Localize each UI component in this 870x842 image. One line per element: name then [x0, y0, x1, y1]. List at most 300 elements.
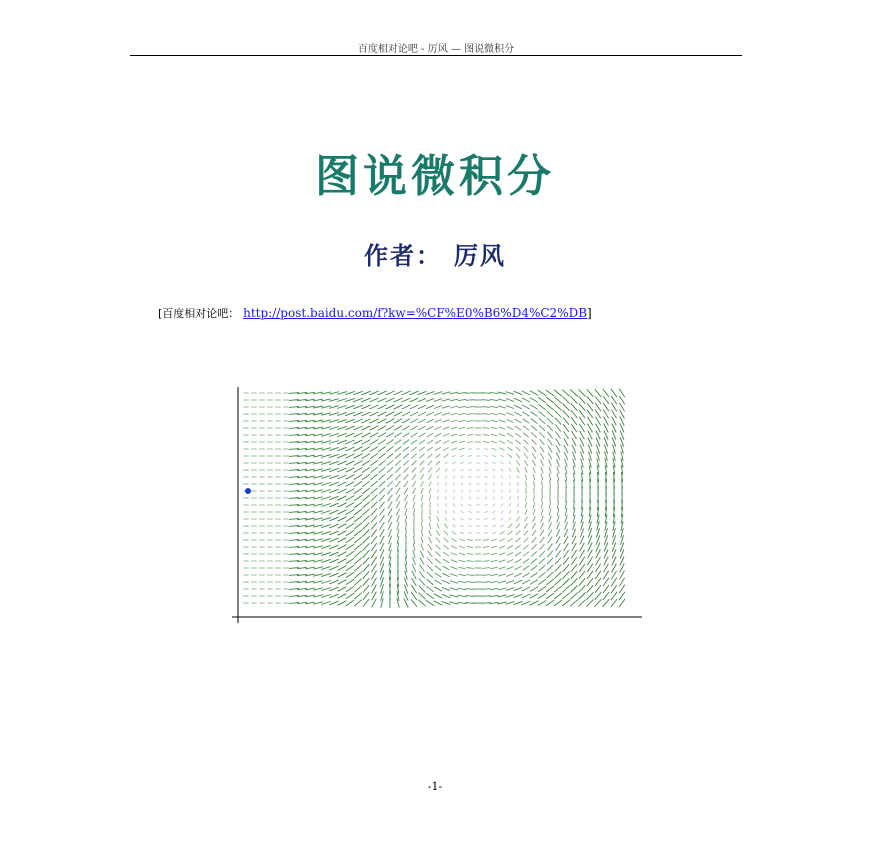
vector-arrow: [354, 586, 361, 593]
vector-arrow: [442, 413, 450, 416]
vector-arrow: [444, 454, 449, 457]
vector-arrow: [483, 554, 490, 555]
vector-arrow: [338, 552, 347, 557]
vector-arrow: [515, 552, 521, 556]
vector-arrow: [459, 546, 465, 548]
vector-arrow: [538, 397, 546, 402]
vector-arrow: [338, 496, 347, 500]
vector-arrow: [462, 496, 463, 499]
vector-arrow: [516, 447, 521, 451]
vector-arrow: [531, 544, 536, 549]
vector-arrow: [346, 537, 354, 542]
vector-arrow: [547, 418, 553, 424]
vector-arrow: [492, 525, 495, 527]
source-link[interactable]: http://post.baidu.com/f?kw=%CF%E0%B6%D4%C2%DB: [243, 306, 588, 320]
vector-arrow: [541, 460, 544, 466]
vector-arrow: [522, 412, 529, 416]
vector-arrow: [387, 446, 394, 451]
vector-arrow: [420, 461, 425, 466]
vector-arrow: [565, 466, 567, 474]
vector-arrow: [469, 504, 472, 506]
vector-arrow: [410, 426, 417, 430]
vector-arrow: [419, 572, 424, 579]
vector-arrow: [434, 399, 442, 402]
running-header: 百度相对论吧 - 厉风 — 图说微积分: [357, 44, 515, 55]
vector-arrow: [461, 504, 463, 507]
vector-arrow: [515, 426, 521, 430]
vector-arrow: [387, 474, 393, 480]
vector-arrow: [378, 426, 387, 431]
vector-arrow: [499, 553, 505, 555]
vector-arrow: [484, 463, 488, 464]
vector-arrow: [346, 586, 354, 592]
vector-arrow: [362, 474, 370, 479]
vector-arrow: [532, 530, 536, 536]
vector-arrow: [403, 454, 409, 459]
vector-arrow: [363, 592, 369, 600]
vector-arrow: [466, 393, 475, 394]
vector-arrow: [498, 413, 505, 415]
vector-arrow: [404, 488, 408, 494]
vector-arrow: [427, 440, 433, 444]
vector-arrow: [564, 431, 569, 439]
vector-arrow: [346, 544, 354, 550]
vector-arrow: [565, 459, 568, 467]
vector-arrow: [413, 509, 414, 516]
vector-arrow: [554, 600, 562, 606]
vector-arrow: [611, 396, 617, 404]
vector-arrow: [469, 476, 472, 477]
vector-arrow: [492, 532, 496, 533]
vector-arrow: [442, 392, 451, 394]
vector-arrow: [459, 427, 466, 429]
vector-arrow: [461, 518, 464, 520]
vector-arrow: [514, 580, 522, 584]
vector-arrow: [363, 536, 370, 543]
vector-arrow: [556, 452, 559, 459]
vector-arrow: [338, 489, 347, 493]
vector-arrow: [498, 581, 506, 583]
vector-arrow: [482, 596, 491, 597]
vector-arrow: [534, 495, 535, 501]
vector-arrow: [506, 406, 514, 409]
vector-arrow: [362, 495, 369, 501]
start-point-marker: [245, 488, 251, 494]
vector-arrow: [371, 488, 378, 494]
vector-arrow: [564, 438, 568, 446]
vector-arrow: [499, 539, 504, 542]
vector-arrow: [378, 446, 386, 451]
vector-arrow: [388, 502, 392, 509]
vector-arrow: [523, 552, 529, 557]
vector-arrow: [548, 446, 552, 453]
vector-arrow: [491, 560, 498, 562]
vector-arrow: [516, 524, 520, 529]
vector-arrow: [346, 496, 355, 501]
vector-arrow: [562, 593, 570, 599]
vector-arrow: [354, 461, 363, 466]
vector-arrow: [429, 495, 430, 501]
vector-arrow: [443, 447, 448, 450]
vector-arrow: [490, 406, 498, 407]
vector-arrow: [468, 526, 472, 527]
vector-arrow: [413, 550, 415, 558]
vector-arrow: [394, 412, 402, 416]
vector-arrow: [540, 439, 545, 445]
vector-arrow: [386, 398, 395, 402]
vector-arrow: [436, 461, 440, 465]
vector-arrow: [485, 497, 487, 500]
vector-arrow: [362, 433, 371, 438]
vector-arrow: [540, 523, 543, 529]
vector-arrow: [418, 419, 425, 423]
vector-arrow: [468, 511, 471, 512]
vector-arrow: [354, 509, 362, 515]
vector-arrow: [354, 468, 363, 473]
vector-arrow: [395, 467, 400, 473]
vector-arrow: [490, 567, 497, 569]
vector-arrow: [501, 462, 504, 464]
vector-arrow: [493, 483, 495, 486]
vector-arrow: [526, 495, 527, 501]
vector-arrow: [421, 502, 422, 508]
vector-arrow: [493, 511, 496, 513]
vector-arrow: [538, 390, 546, 395]
vector-arrow: [501, 476, 503, 479]
vector-arrow: [467, 561, 474, 562]
vector-arrow: [354, 544, 362, 550]
vector-arrow: [435, 440, 441, 443]
vector-arrow: [506, 574, 514, 577]
vector-arrow: [371, 536, 377, 544]
vector-arrow: [514, 594, 523, 597]
vector-arrow: [531, 425, 537, 430]
vector-arrow: [564, 543, 569, 551]
vector-arrow: [484, 533, 488, 534]
vector-arrow: [523, 559, 529, 564]
vector-arrow: [468, 533, 472, 534]
vector-arrow: [338, 587, 347, 592]
vector-arrow: [538, 579, 546, 584]
vector-arrow: [603, 592, 609, 600]
vector-arrow: [414, 529, 415, 536]
vector-arrow: [509, 475, 511, 478]
vector-arrow: [501, 482, 502, 485]
vector-arrow: [338, 524, 347, 529]
vector-arrow: [500, 532, 505, 535]
vector-arrow: [595, 585, 601, 593]
vector-arrow: [446, 503, 447, 507]
vector-arrow: [595, 564, 600, 572]
vector-arrow: [508, 531, 513, 535]
vector-arrow: [525, 509, 527, 515]
vector-arrow: [554, 404, 561, 411]
vector-arrow: [413, 536, 414, 544]
vector-arrow: [563, 571, 570, 578]
vector-arrow: [387, 467, 393, 473]
vector-arrow: [388, 522, 392, 530]
vector-arrow: [426, 391, 435, 394]
vector-arrow: [549, 473, 551, 480]
vector-arrow: [412, 481, 416, 487]
vector-arrow: [501, 525, 504, 527]
vector-arrow: [571, 571, 577, 579]
vector-arrow: [492, 455, 496, 457]
vector-arrow: [603, 585, 609, 593]
vector-arrow: [443, 427, 450, 430]
vector-arrow: [557, 515, 559, 523]
vector-arrow: [532, 439, 537, 444]
vector-arrow: [346, 530, 354, 535]
vector-arrow: [454, 489, 455, 492]
vector-arrow: [490, 595, 499, 596]
vector-arrow: [442, 580, 450, 583]
vector-arrow: [452, 455, 455, 457]
vector-arrow: [379, 474, 385, 480]
vector-arrow: [533, 502, 534, 508]
vector-arrow: [404, 495, 407, 501]
vector-arrow: [509, 503, 510, 506]
vector-arrow: [403, 460, 408, 465]
vector-arrow: [362, 509, 369, 515]
vector-arrow: [450, 581, 458, 584]
vector-arrow: [436, 530, 439, 535]
vector-arrow: [451, 538, 456, 541]
vector-arrow: [522, 405, 530, 409]
vector-arrow: [547, 411, 554, 417]
vector-arrow: [378, 453, 385, 458]
vector-arrow: [363, 550, 370, 557]
vector-arrow: [548, 453, 552, 460]
vector-arrow: [346, 509, 355, 514]
vector-arrow: [494, 496, 495, 499]
vector-arrow: [550, 480, 551, 487]
vector-arrow: [468, 456, 472, 457]
vector-arrow: [395, 447, 402, 452]
vector-arrow: [530, 391, 538, 396]
vector-arrow: [579, 585, 586, 592]
header-divider: [130, 55, 742, 56]
vector-arrow: [571, 578, 578, 585]
vector-arrow: [565, 501, 566, 509]
vector-arrow: [442, 601, 451, 604]
vector-arrow: [437, 482, 439, 485]
vector-arrow: [579, 396, 586, 403]
vector-arrow: [515, 545, 521, 549]
vector-arrow: [530, 580, 538, 585]
vector-arrow: [421, 544, 424, 551]
vector-arrow: [460, 525, 463, 527]
vector-arrow: [603, 396, 609, 404]
vector-arrow: [444, 538, 449, 542]
vector-arrow: [346, 523, 354, 528]
vector-arrow: [466, 589, 475, 590]
vector-field-figure: [228, 383, 644, 626]
vector-arrow: [394, 426, 402, 431]
vector-arrow: [419, 447, 425, 451]
vector-arrow: [466, 582, 474, 583]
vector-arrow: [546, 397, 554, 403]
vector-arrow: [338, 580, 347, 585]
vector-arrow: [428, 468, 432, 473]
vector-arrow: [531, 432, 537, 437]
vector-arrow: [459, 560, 466, 562]
vector-arrow: [556, 445, 560, 452]
vector-arrow: [405, 522, 406, 530]
vector-arrow: [498, 406, 506, 408]
vector-arrow: [420, 551, 424, 558]
vector-arrow: [428, 544, 432, 550]
vector-arrow: [354, 516, 362, 522]
vector-arrow: [555, 572, 562, 579]
vector-arrow: [363, 571, 369, 579]
vector-arrow: [412, 578, 417, 586]
vector-arrow: [571, 396, 578, 403]
vector-arrow: [507, 440, 513, 443]
vector-arrow: [446, 489, 447, 493]
vector-arrow: [523, 433, 529, 438]
vector-arrow: [445, 469, 448, 472]
vector-arrow: [516, 538, 521, 542]
vector-arrow: [411, 599, 417, 607]
vector-arrow: [556, 529, 560, 536]
vector-arrow: [451, 553, 457, 556]
vector-arrow: [562, 397, 569, 404]
vector-arrow: [421, 488, 423, 494]
vector-arrow: [501, 518, 504, 521]
vector-arrow: [493, 504, 495, 507]
vector-arrow: [538, 572, 545, 578]
vector-arrow: [449, 602, 458, 604]
vector-arrow: [387, 460, 393, 465]
vector-arrow: [506, 588, 514, 591]
vector-arrow: [346, 482, 355, 487]
vector-arrow: [378, 419, 387, 424]
vector-arrow: [346, 572, 354, 578]
vector-arrow: [541, 502, 542, 509]
vector-arrow: [451, 427, 458, 429]
vector-arrow: [371, 550, 377, 558]
vector-arrow: [555, 558, 561, 565]
vector-arrow: [354, 572, 361, 579]
vector-arrow: [370, 440, 378, 445]
vector-arrow: [420, 468, 424, 473]
vector-arrow: [549, 501, 550, 508]
vector-arrow: [563, 550, 568, 558]
vector-arrow: [562, 390, 569, 397]
vector-arrow: [498, 399, 506, 401]
vector-arrow: [499, 441, 505, 444]
vector-arrow: [611, 599, 617, 607]
vector-arrow: [532, 523, 535, 529]
vector-arrow: [354, 600, 361, 607]
vector-arrow: [443, 545, 448, 549]
vector-arrow: [571, 424, 576, 432]
vector-arrow: [603, 389, 609, 397]
vector-arrow: [370, 426, 379, 431]
vector-arrow: [557, 501, 558, 509]
vector-arrow: [387, 453, 394, 458]
vector-arrow: [379, 460, 386, 465]
vector-arrow: [619, 396, 624, 404]
vector-arrow: [413, 488, 416, 494]
vector-arrow: [451, 560, 458, 563]
vector-arrow: [554, 579, 561, 586]
vector-arrow: [516, 517, 519, 522]
vector-arrow: [460, 455, 464, 456]
vector-arrow: [458, 413, 466, 414]
vector-arrow: [563, 417, 569, 424]
vector-arrow: [506, 392, 515, 395]
vector-arrow: [485, 476, 488, 478]
vector-arrow: [362, 460, 370, 465]
vector-arrow: [427, 447, 432, 451]
vector-arrow: [434, 413, 442, 416]
vector-arrow: [579, 389, 586, 396]
vector-arrow: [354, 593, 361, 600]
vector-arrow: [428, 551, 433, 557]
vector-arrow: [371, 522, 377, 529]
vector-arrow: [501, 503, 503, 506]
vector-arrow: [508, 524, 512, 528]
vector-arrow: [539, 558, 545, 564]
vector-arrow: [525, 467, 528, 473]
vector-arrow: [482, 414, 490, 415]
vector-arrow: [557, 522, 560, 529]
vector-arrow: [354, 558, 362, 565]
vector-arrow: [523, 566, 530, 570]
vector-arrow: [379, 502, 384, 509]
vector-arrow: [396, 502, 400, 509]
vector-arrow: [564, 536, 568, 544]
vector-arrow: [530, 398, 538, 403]
vector-arrow: [354, 488, 362, 493]
vector-arrow: [548, 523, 551, 530]
vector-arrow: [396, 495, 400, 502]
vector-arrow: [555, 551, 560, 558]
vector-arrow: [362, 467, 370, 472]
vector-arrow: [450, 392, 459, 394]
vector-field-plot: [228, 383, 644, 626]
vector-arrow: [451, 546, 457, 549]
vector-arrow: [579, 403, 585, 411]
vector-arrow: [442, 594, 451, 597]
vector-arrow: [524, 538, 529, 543]
vector-arrow: [491, 434, 497, 436]
vector-arrow: [565, 515, 567, 523]
vector-arrow: [329, 510, 338, 514]
vector-arrow: [437, 516, 439, 521]
vector-arrow: [523, 426, 529, 431]
vector-arrow: [458, 574, 466, 576]
vector-arrow: [539, 432, 544, 438]
vector-arrow: [532, 446, 536, 452]
vector-arrow: [434, 580, 441, 585]
vector-arrow: [413, 495, 415, 501]
vector-arrow: [531, 412, 538, 417]
vector-arrow: [450, 420, 457, 422]
vector-arrow: [522, 391, 531, 395]
vector-arrow: [346, 516, 354, 521]
vector-arrow: [403, 433, 410, 438]
vector-arrow: [429, 488, 431, 493]
vector-arrow: [346, 489, 355, 494]
vector-arrow: [493, 469, 496, 471]
vector-arrow: [562, 586, 569, 593]
vector-arrow: [412, 474, 416, 480]
vector-arrow: [346, 579, 354, 585]
vector-arrow: [532, 537, 537, 543]
